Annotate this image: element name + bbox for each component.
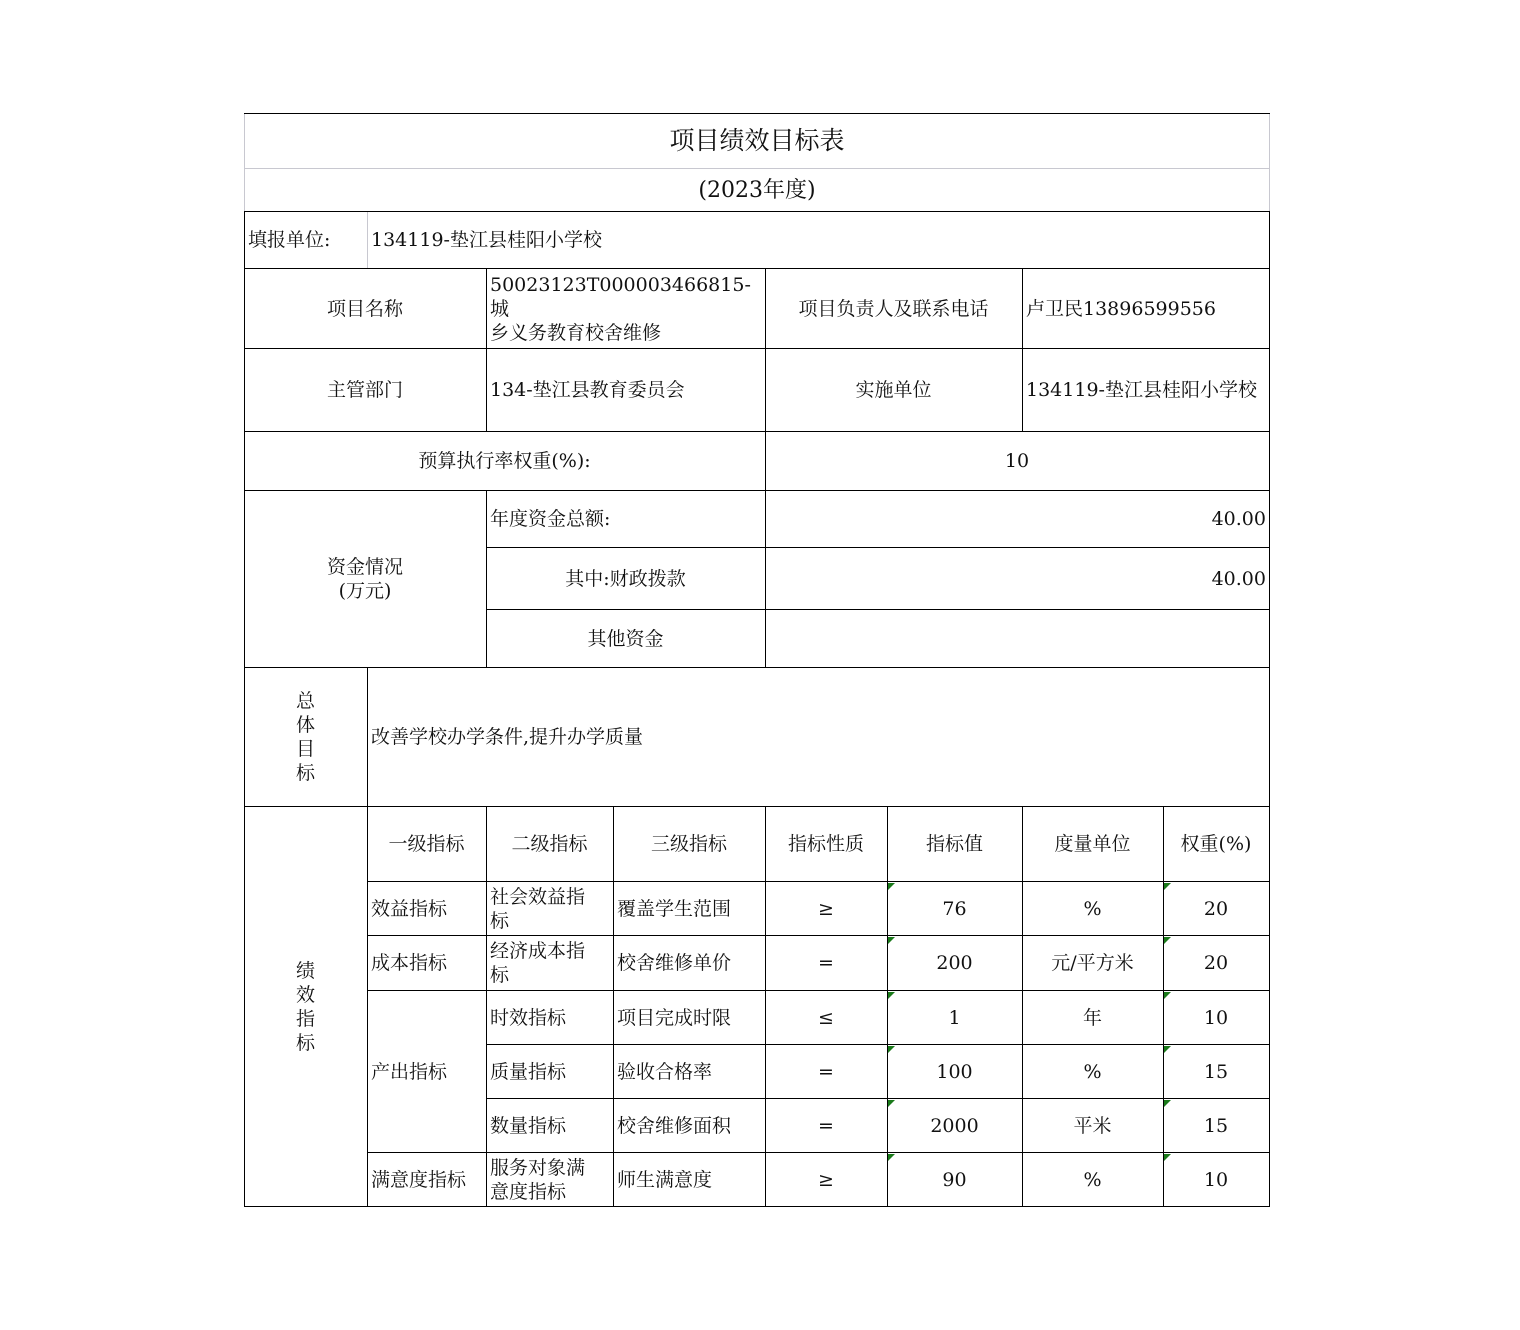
indicators-label: 绩 效 指 标 (295, 959, 315, 1054)
indicator-weight: 20 (1203, 952, 1229, 974)
funding-total-value: 40.00 (1211, 508, 1266, 530)
indicator-weight: 10 (1203, 1006, 1229, 1029)
cell-marker-icon (888, 1154, 895, 1161)
cell-marker-icon (888, 992, 895, 999)
cell-marker-icon (1164, 1100, 1171, 1107)
cell-marker-icon (1164, 883, 1171, 890)
header-value: 指标值 (925, 833, 983, 855)
header-unit: 度量单位 (1054, 833, 1131, 855)
indicator-nature: ≤ (818, 1006, 834, 1029)
indicator-nature: ≥ (818, 897, 834, 920)
implementing-unit-value: 134119-垫江县桂阳小学校 (1026, 379, 1257, 401)
budget-weight-label: 预算执行率权重(%): (418, 450, 591, 472)
cell-marker-icon (888, 883, 895, 890)
indicator-unit: 元/平方米 (1051, 952, 1134, 974)
funding-label: 资金情况 (万元) (326, 556, 403, 602)
header-nature: 指标性质 (787, 833, 864, 855)
department-label: 主管部门 (326, 379, 403, 401)
project-name-label: 项目名称 (326, 297, 403, 320)
indicator-value: 90 (942, 1168, 967, 1191)
funding-fiscal-label: 其中:财政拨款 (565, 567, 686, 590)
project-name-value: 50023123T000003466815-城 乡义务教育校舍维修 (490, 273, 751, 344)
cell-marker-icon (888, 1046, 895, 1053)
indicator-unit: % (1083, 897, 1102, 920)
year-subtitle: (2023年度) (698, 177, 816, 203)
indicator-level3: 校舍维修单价 (617, 952, 732, 974)
level1-cost: 成本指标 (371, 952, 448, 974)
cell-marker-icon (1164, 1046, 1171, 1053)
indicator-weight: 15 (1203, 1114, 1229, 1137)
cell-marker-icon (888, 937, 895, 944)
implementing-unit-label: 实施单位 (855, 379, 932, 401)
indicator-unit: % (1083, 1168, 1102, 1191)
funding-other-label: 其他资金 (587, 627, 664, 650)
page-title: 项目绩效目标表 (669, 126, 845, 155)
cell-marker-icon (888, 1100, 895, 1107)
header-level2: 二级指标 (511, 833, 588, 855)
department-value: 134-垫江县教育委员会 (490, 379, 685, 401)
indicator-level2: 质量指标 (490, 1060, 567, 1083)
indicator-value: 100 (936, 1060, 973, 1083)
level1-satisfaction: 满意度指标 (371, 1168, 467, 1191)
indicator-unit: % (1083, 1060, 1102, 1083)
indicator-unit: 平米 (1073, 1114, 1112, 1137)
indicator-weight: 20 (1203, 897, 1229, 920)
indicator-level3: 校舍维修面积 (617, 1114, 732, 1137)
indicator-level3: 验收合格率 (617, 1060, 713, 1083)
indicator-value: 1 (948, 1006, 961, 1029)
funding-fiscal-value: 40.00 (1211, 567, 1266, 590)
indicator-level2: 数量指标 (490, 1114, 567, 1137)
funding-total-label: 年度资金总额: (490, 508, 611, 530)
header-level3: 三级指标 (650, 833, 727, 855)
indicator-level3: 师生满意度 (617, 1168, 713, 1191)
indicator-nature: = (818, 952, 834, 974)
budget-weight-value: 10 (1004, 450, 1030, 472)
indicator-value: 2000 (930, 1114, 979, 1137)
indicator-nature: = (818, 1114, 834, 1137)
cell-marker-icon (1164, 992, 1171, 999)
indicator-nature: = (818, 1060, 834, 1083)
indicator-level3: 覆盖学生范围 (617, 897, 732, 920)
indicator-nature: ≥ (818, 1168, 834, 1191)
cell-marker-icon (1164, 937, 1171, 944)
header-weight: 权重(%) (1180, 833, 1252, 855)
indicator-level2: 时效指标 (490, 1006, 567, 1029)
indicator-level2: 服务对象满 意度指标 (490, 1156, 586, 1203)
header-level1: 一级指标 (388, 833, 465, 855)
indicator-level2: 经济成本指 标 (490, 940, 586, 986)
level1-benefit: 效益指标 (371, 897, 448, 920)
cell-marker-icon (1164, 1154, 1171, 1161)
overall-goal-value: 改善学校办学条件,提升办学质量 (371, 726, 644, 748)
indicator-value: 200 (936, 952, 973, 974)
indicator-level3: 项目完成时限 (617, 1006, 732, 1029)
indicator-unit: 年 (1082, 1006, 1102, 1029)
reporting-unit-value: 134119-垫江县桂阳小学校 (371, 229, 602, 251)
reporting-unit-label: 填报单位: (248, 229, 331, 251)
funding-other-value (765, 610, 1269, 667)
indicator-level2: 社会效益指 标 (490, 885, 586, 932)
level1-output: 产出指标 (371, 1060, 448, 1083)
indicator-value: 76 (942, 897, 967, 920)
project-leader-value: 卢卫民13896599556 (1026, 297, 1216, 320)
indicator-weight: 10 (1203, 1168, 1229, 1191)
indicator-weight: 15 (1203, 1060, 1229, 1083)
project-leader-label: 项目负责人及联系电话 (798, 297, 989, 320)
overall-goal-label: 总 体 目 标 (295, 690, 315, 784)
